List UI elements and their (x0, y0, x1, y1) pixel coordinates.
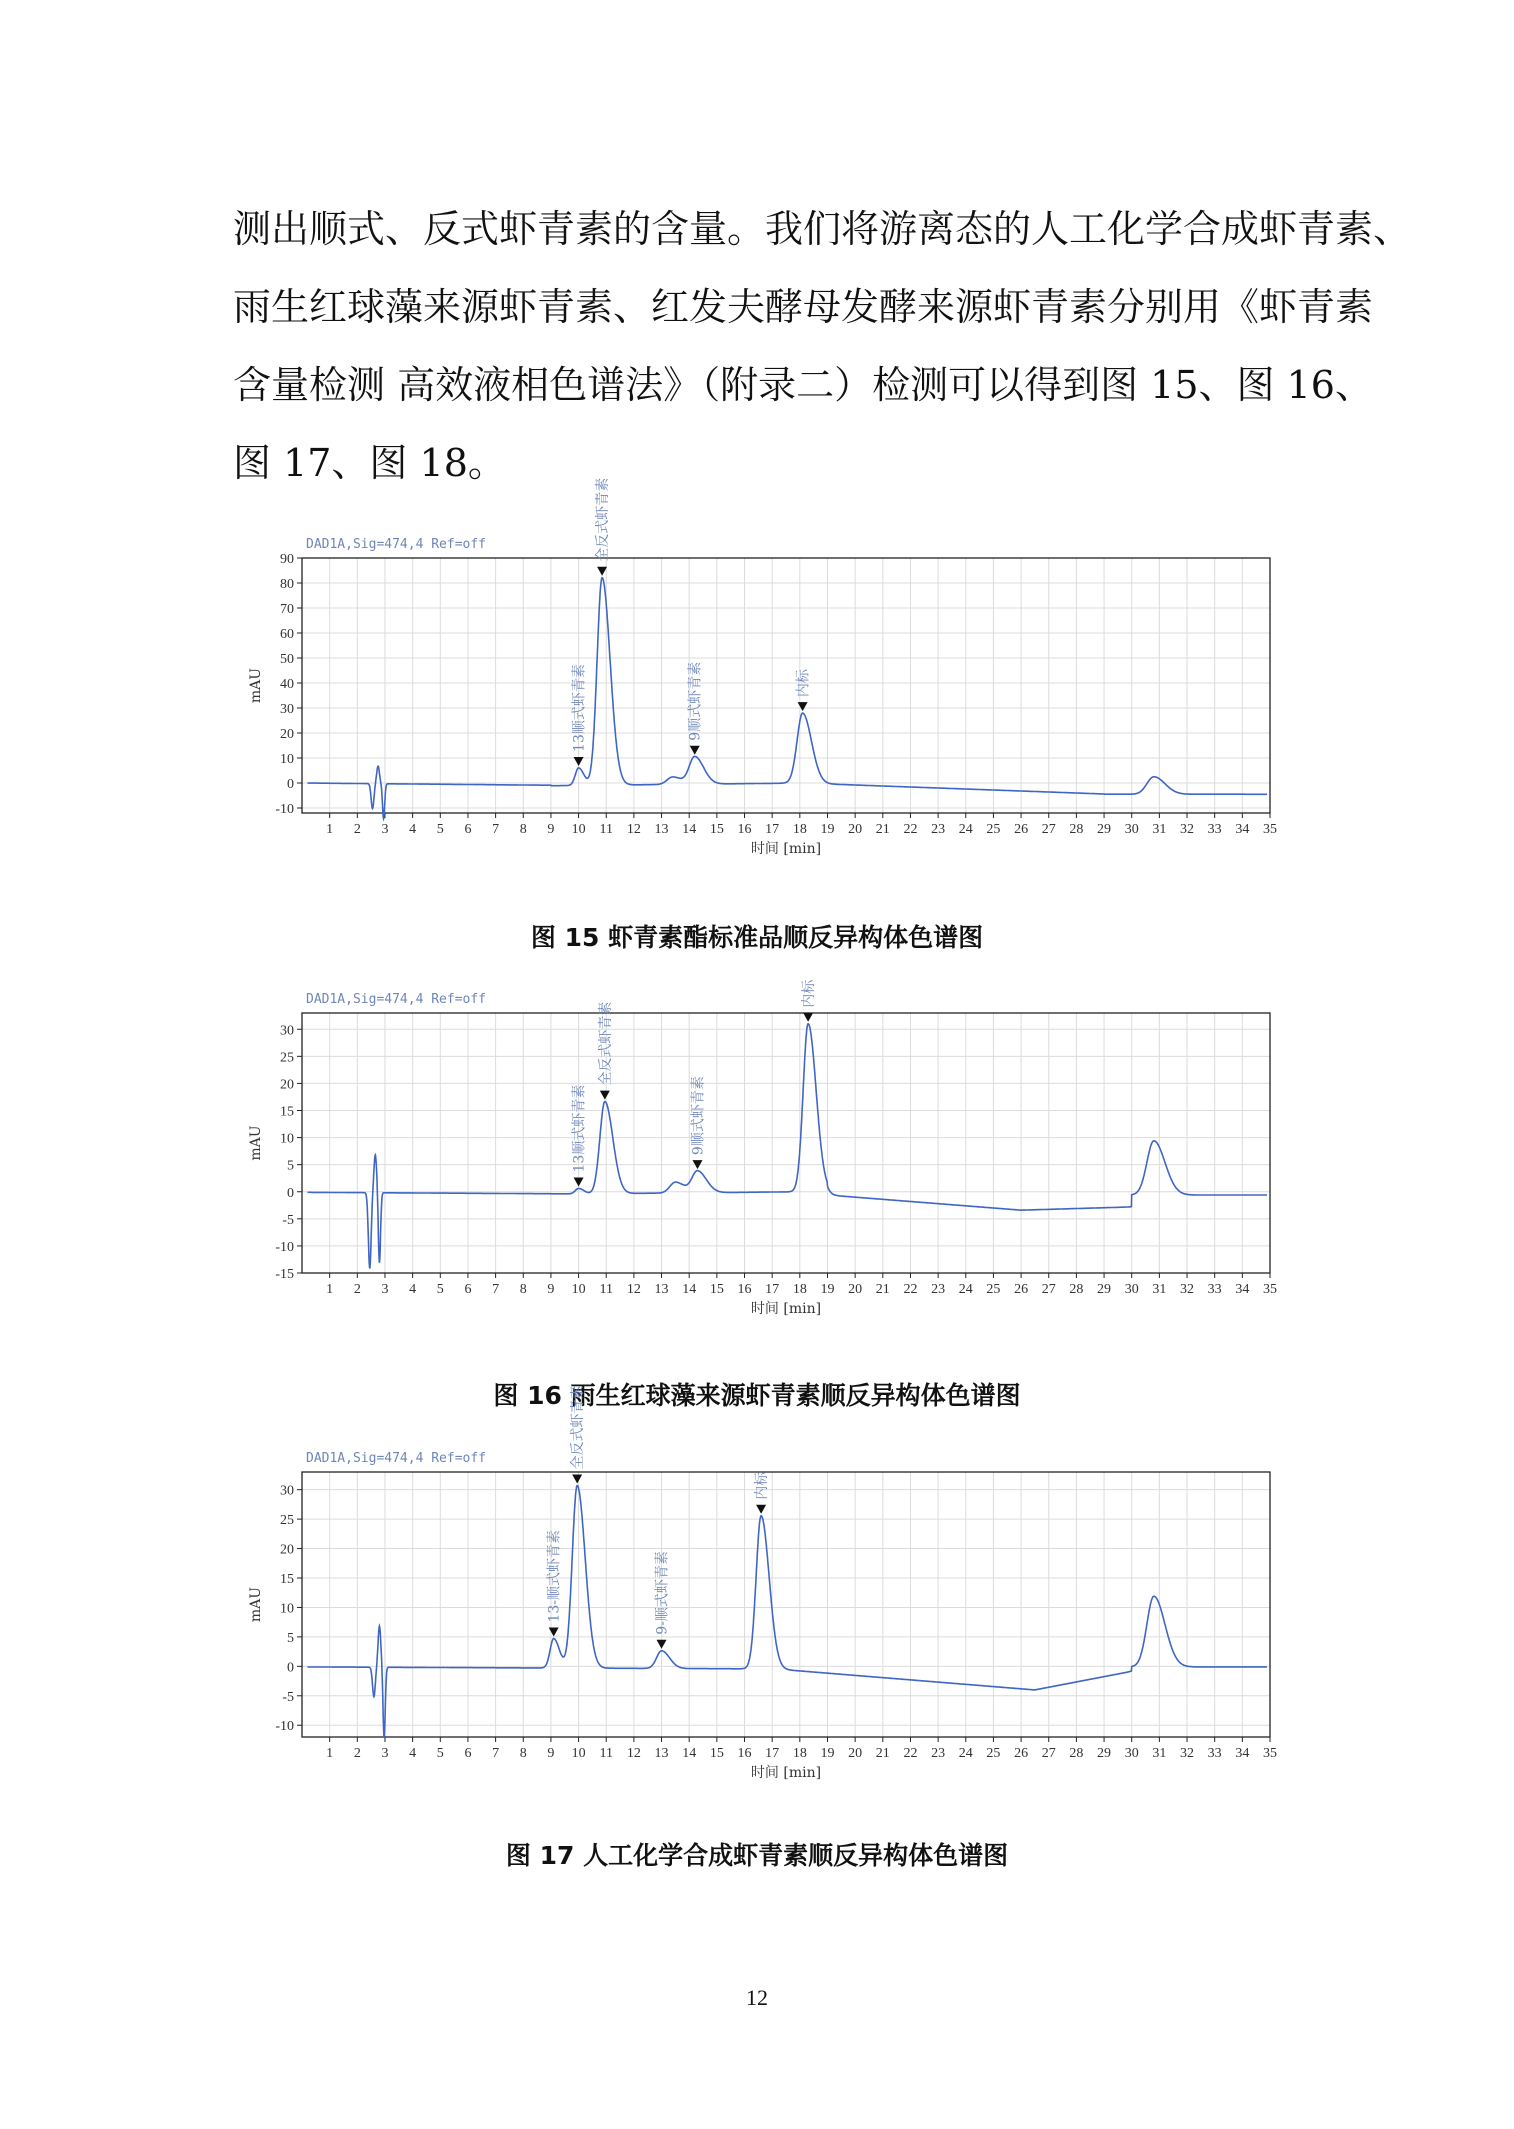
x-tick-label: 16 (737, 1282, 752, 1297)
x-tick-label: 33 (1207, 1746, 1222, 1761)
x-axis-label: 时间 [min] (750, 841, 822, 857)
y-tick-label: 10 (280, 1131, 294, 1147)
x-tick-label: 17 (765, 822, 780, 837)
x-tick-label: 16 (737, 1746, 752, 1761)
x-tick-label: 31 (1152, 1282, 1167, 1297)
x-tick-label: 34 (1235, 1746, 1250, 1761)
x-tick-label: 26 (1014, 1746, 1029, 1761)
x-tick-label: 7 (492, 1746, 500, 1761)
y-tick-label: 15 (280, 1104, 294, 1120)
x-tick-label: 14 (682, 1282, 697, 1297)
x-tick-label: 8 (519, 1282, 527, 1297)
x-tick-label: 4 (409, 1746, 417, 1761)
x-tick-label: 4 (409, 822, 417, 837)
x-tick-label: 19 (820, 822, 835, 837)
x-tick-label: 21 (875, 1282, 890, 1297)
x-tick-label: 8 (519, 1746, 527, 1761)
x-tick-label: 24 (958, 1746, 973, 1761)
x-tick-label: 34 (1235, 822, 1250, 837)
x-tick-label: 3 (381, 822, 389, 837)
x-tick-label: 2 (353, 1282, 361, 1297)
x-tick-label: 27 (1041, 822, 1056, 837)
x-tick-label: 12 (626, 1746, 641, 1761)
x-tick-label: 29 (1097, 1746, 1112, 1761)
x-tick-label: 13 (654, 1282, 669, 1297)
y-tick-label: -5 (282, 1212, 294, 1228)
y-axis-label: mAU (248, 1125, 264, 1161)
x-tick-label: 20 (848, 1746, 863, 1761)
page-number: 12 (746, 1985, 768, 2010)
x-tick-label: 21 (875, 1746, 890, 1761)
x-tick-label: 1 (326, 1746, 334, 1761)
x-tick-label: 5 (436, 822, 444, 837)
x-tick-label: 28 (1069, 1282, 1084, 1297)
x-tick-label: 11 (599, 822, 613, 837)
x-tick-label: 31 (1152, 822, 1167, 837)
x-tick-label: 14 (682, 822, 697, 837)
x-tick-label: 10 (571, 822, 586, 837)
chromatogram-15 (240, 477, 1290, 875)
x-tick-label: 19 (820, 1282, 835, 1297)
x-tick-label: 9 (547, 1282, 555, 1297)
y-tick-label: 20 (280, 1077, 294, 1093)
body-paragraph (233, 190, 1412, 502)
x-tick-label: 7 (492, 1282, 500, 1297)
y-tick-label: 40 (280, 677, 294, 692)
x-tick-label: 24 (958, 1282, 973, 1297)
paragraph-line: 图 17、图 18。 (233, 441, 506, 485)
x-tick-label: 5 (436, 1282, 444, 1297)
peak-marker (798, 702, 808, 711)
x-tick-label: 25 (986, 822, 1001, 837)
y-axis-label: mAU (248, 1586, 264, 1623)
plot-frame (302, 1472, 1270, 1737)
x-tick-label: 20 (848, 822, 863, 837)
signal-trace (308, 1486, 1268, 1738)
y-tick-label: 20 (280, 1542, 294, 1558)
y-tick-label: 30 (280, 1483, 294, 1499)
x-tick-label: 9 (547, 1746, 555, 1761)
x-tick-label: 8 (519, 822, 527, 837)
x-tick-label: 20 (848, 1282, 863, 1297)
peak-marker (600, 1091, 610, 1100)
x-tick-label: 35 (1263, 822, 1277, 837)
chromatogram-figure-15 (240, 477, 1290, 875)
y-tick-label: 80 (280, 577, 294, 592)
peak-marker (549, 1628, 559, 1637)
peak-label: 内标 (795, 669, 812, 698)
x-tick-label: 29 (1097, 1282, 1112, 1297)
x-tick-label: 27 (1041, 1282, 1056, 1297)
x-tick-label: 16 (737, 822, 752, 837)
peak-label: 全反式虾青素 (597, 1001, 614, 1086)
paragraph-line: 含量检测 高效液相色谱法》（附录二）检测可以得到图 15、图 16、 (233, 363, 1373, 407)
peak-marker (657, 1640, 667, 1649)
peak-marker (756, 1505, 766, 1514)
x-tick-label: 1 (326, 822, 334, 837)
x-tick-label: 32 (1180, 822, 1195, 837)
peak-marker (690, 746, 700, 755)
chromatogram-figure-16 (240, 979, 1290, 1335)
y-tick-label: 5 (287, 1158, 294, 1174)
y-tick-label: 50 (280, 652, 294, 667)
figure-caption-17: 图 17 人工化学合成虾青素顺反异构体色谱图 (505, 1841, 1009, 1870)
peak-label: 9顺式虾青素 (690, 1076, 707, 1156)
x-tick-label: 30 (1124, 1282, 1139, 1297)
y-tick-label: 20 (280, 727, 294, 742)
x-tick-label: 9 (547, 822, 555, 837)
y-tick-label: 60 (280, 627, 294, 642)
x-tick-label: 18 (792, 822, 807, 837)
plot-frame (302, 558, 1270, 813)
paragraph-line: 测出顺式、反式虾青素的含量。我们将游离态的人工化学合成虾青素、 (233, 207, 1412, 251)
signal-trace (308, 1024, 1268, 1269)
peak-marker (572, 1475, 582, 1484)
x-axis-label: 时间 [min] (750, 1765, 822, 1781)
x-tick-label: 21 (875, 822, 890, 837)
y-tick-label: 15 (280, 1572, 294, 1587)
figure-caption-16: 图 16 雨生红球藻来源虾青素顺反异构体色谱图 (493, 1381, 1021, 1410)
x-tick-label: 3 (381, 1746, 389, 1761)
x-tick-label: 18 (792, 1282, 807, 1297)
peak-label: 13-顺式虾青素 (546, 1530, 563, 1623)
x-tick-label: 11 (599, 1746, 613, 1761)
x-tick-label: 6 (464, 1746, 472, 1761)
y-tick-label: 0 (287, 777, 294, 792)
x-tick-label: 6 (464, 822, 472, 837)
x-tick-label: 18 (792, 1746, 807, 1761)
y-tick-label: 10 (280, 1601, 294, 1617)
x-tick-label: 30 (1124, 1746, 1139, 1761)
x-tick-label: 13 (654, 822, 669, 837)
x-tick-label: 33 (1207, 822, 1222, 837)
x-tick-label: 23 (931, 1282, 946, 1297)
peak-label: 13顺式虾青素 (571, 1084, 588, 1173)
plot-frame (302, 1013, 1270, 1273)
x-tick-label: 26 (1014, 822, 1029, 837)
x-tick-label: 15 (709, 822, 724, 837)
x-tick-label: 31 (1152, 1746, 1167, 1761)
x-tick-label: 30 (1124, 822, 1139, 837)
y-tick-label: -15 (275, 1267, 294, 1282)
peak-marker (574, 1178, 584, 1187)
y-axis-label: mAU (248, 667, 264, 704)
x-tick-label: 5 (436, 1746, 444, 1761)
x-tick-label: 32 (1180, 1746, 1195, 1761)
x-tick-label: 17 (765, 1282, 780, 1297)
y-tick-label: 10 (280, 752, 294, 767)
x-tick-label: 14 (682, 1746, 697, 1761)
chart-header: DAD1A,Sig=474,4 Ref=off (306, 537, 487, 552)
y-tick-label: -5 (282, 1689, 294, 1705)
x-axis-label: 时间 [min] (750, 1301, 822, 1317)
x-tick-label: 22 (903, 822, 918, 837)
y-tick-label: 30 (280, 702, 294, 717)
y-tick-label: 0 (287, 1660, 294, 1676)
peak-label: 9顺式虾青素 (687, 661, 704, 741)
x-tick-label: 17 (765, 1746, 780, 1761)
y-tick-label: 25 (280, 1513, 294, 1529)
x-tick-label: 10 (571, 1746, 586, 1761)
x-tick-label: 2 (353, 822, 361, 837)
y-tick-label: 0 (287, 1185, 294, 1201)
peak-label: 9-顺式虾青素 (654, 1551, 671, 1635)
x-tick-label: 25 (986, 1282, 1001, 1297)
peak-label: 内标 (801, 979, 818, 1008)
x-tick-label: 15 (709, 1746, 724, 1761)
x-tick-label: 19 (820, 1746, 835, 1761)
x-tick-label: 32 (1180, 1282, 1195, 1297)
x-tick-label: 25 (986, 1746, 1001, 1761)
y-tick-label: -10 (275, 1239, 294, 1255)
chart-header: DAD1A,Sig=474,4 Ref=off (306, 992, 487, 1007)
x-tick-label: 6 (464, 1282, 472, 1297)
x-tick-label: 29 (1097, 822, 1112, 837)
x-tick-label: 2 (353, 1746, 361, 1761)
y-tick-label: 70 (280, 602, 294, 617)
peak-marker (574, 757, 584, 766)
x-tick-label: 12 (626, 822, 641, 837)
x-tick-label: 11 (599, 1282, 613, 1297)
x-tick-label: 23 (931, 822, 946, 837)
peak-label: 13顺式虾青素 (571, 664, 588, 752)
x-tick-label: 3 (381, 1282, 389, 1297)
peak-label: 全反式虾青素 (570, 1385, 587, 1470)
x-tick-label: 35 (1263, 1282, 1277, 1297)
x-tick-label: 33 (1207, 1282, 1222, 1297)
x-tick-label: 26 (1014, 1282, 1029, 1297)
y-tick-label: 5 (287, 1630, 294, 1646)
y-tick-label: -10 (275, 1719, 294, 1735)
x-tick-label: 10 (571, 1282, 586, 1297)
y-tick-label: -10 (275, 802, 294, 817)
y-tick-label: 90 (280, 552, 294, 567)
figure-caption-15: 图 15 虾青素酯标准品顺反异构体色谱图 (530, 923, 984, 952)
peak-marker (597, 567, 607, 576)
x-tick-label: 7 (492, 822, 500, 837)
x-tick-label: 27 (1041, 1746, 1056, 1761)
x-tick-label: 12 (626, 1282, 641, 1297)
x-tick-label: 22 (903, 1746, 918, 1761)
x-tick-label: 24 (958, 822, 973, 837)
x-tick-label: 22 (903, 1282, 918, 1297)
x-tick-label: 15 (709, 1282, 724, 1297)
y-tick-label: 30 (280, 1023, 294, 1039)
x-tick-label: 1 (326, 1282, 334, 1297)
x-tick-label: 28 (1069, 1746, 1084, 1761)
x-tick-label: 28 (1069, 822, 1084, 837)
paragraph-line: 雨生红球藻来源虾青素、红发夫酵母发酵来源虾青素分别用《虾青素 (233, 285, 1374, 329)
x-tick-label: 4 (409, 1282, 417, 1297)
y-tick-label: 25 (280, 1050, 294, 1066)
peak-label: 内标 (754, 1471, 771, 1500)
x-tick-label: 13 (654, 1746, 669, 1761)
x-tick-label: 34 (1235, 1282, 1250, 1297)
peak-label: 全反式虾青素 (595, 477, 612, 562)
chart-header: DAD1A,Sig=474,4 Ref=off (306, 1451, 487, 1466)
peak-marker (803, 1013, 813, 1022)
x-tick-label: 35 (1263, 1746, 1277, 1761)
chromatogram-16 (240, 979, 1290, 1335)
x-tick-label: 23 (931, 1746, 946, 1761)
